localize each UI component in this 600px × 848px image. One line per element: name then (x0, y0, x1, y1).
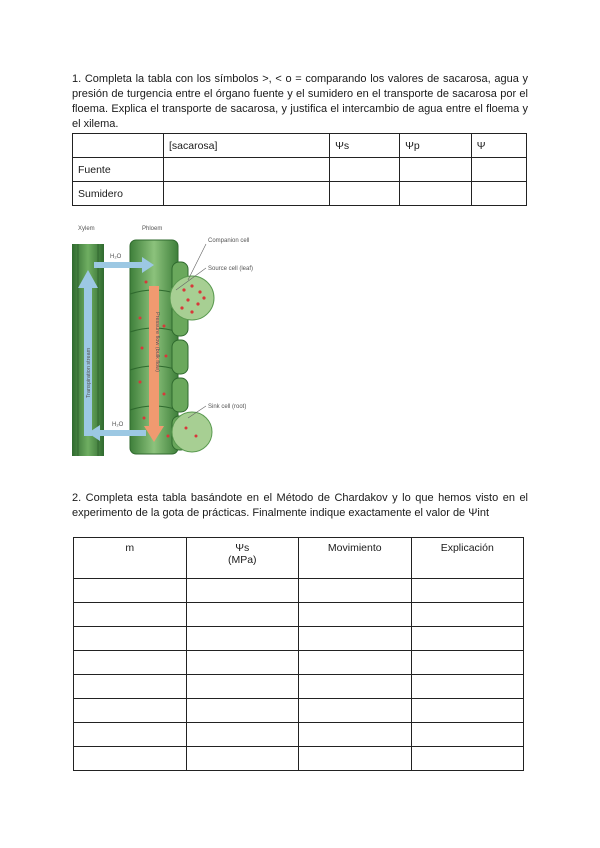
input-cell[interactable] (186, 579, 299, 603)
chardakov-table (73, 537, 524, 771)
source-cell-label: Source cell (leaf) (208, 266, 254, 272)
input-cell[interactable] (471, 182, 526, 206)
input-cell[interactable] (164, 158, 330, 182)
input-cell[interactable] (186, 723, 299, 747)
water-label-top: H₂O (110, 254, 122, 260)
header-cell-empty (73, 134, 164, 158)
input-cell[interactable] (164, 182, 330, 206)
phloem-xylem-diagram (72, 222, 262, 458)
table-row (74, 651, 524, 675)
input-cell[interactable] (74, 651, 187, 675)
phloem-label: Phloem (142, 226, 163, 232)
input-cell[interactable] (186, 627, 299, 651)
input-cell[interactable] (74, 603, 187, 627)
input-cell[interactable] (330, 158, 400, 182)
water-label-bottom: H₂O (112, 422, 124, 428)
table-row (74, 603, 524, 627)
input-cell[interactable] (411, 603, 524, 627)
sink-cell-label: Sink cell (root) (208, 404, 247, 410)
table-row (74, 723, 524, 747)
comparison-table (72, 133, 527, 206)
header-movimiento: Movimiento (299, 538, 412, 579)
input-cell[interactable] (74, 699, 187, 723)
pressure-flow-label: Pressure flow (bulk flow) (154, 312, 160, 372)
header-m: m (74, 538, 187, 579)
input-cell[interactable] (186, 699, 299, 723)
table-row (74, 579, 524, 603)
header-psi-s: Ψs (330, 134, 400, 158)
input-cell[interactable] (411, 699, 524, 723)
input-cell[interactable] (299, 579, 412, 603)
input-cell[interactable] (330, 182, 400, 206)
header-psi-s-cell (186, 538, 299, 579)
input-cell[interactable] (400, 182, 472, 206)
input-cell[interactable] (74, 627, 187, 651)
question-2-text: 2. Completa esta tabla basándote en el Método de Chardakov y lo que hemos visto en el experimento de la gota de prácticas. Finalmente indique exactamente el valor de Ψint (72, 492, 528, 519)
input-cell[interactable] (299, 675, 412, 699)
input-cell[interactable] (74, 723, 187, 747)
header-psi: Ψ (471, 134, 526, 158)
table-row (74, 627, 524, 651)
xylem-label: Xylem (78, 226, 95, 232)
input-cell[interactable] (411, 627, 524, 651)
input-cell[interactable] (411, 651, 524, 675)
header-psi-p: Ψp (400, 134, 472, 158)
table-row (73, 158, 527, 182)
table-row (74, 675, 524, 699)
sink-cell (172, 412, 212, 452)
input-cell[interactable] (400, 158, 472, 182)
input-cell[interactable] (186, 603, 299, 627)
header-mpa: (MPa) (227, 554, 257, 566)
table-row (73, 182, 527, 206)
input-cell[interactable] (186, 747, 299, 771)
chardakov-table-body (74, 579, 524, 771)
transpiration-label: Transpiration stream (86, 347, 92, 398)
input-cell[interactable] (411, 579, 524, 603)
input-cell[interactable] (299, 747, 412, 771)
input-cell[interactable] (411, 675, 524, 699)
input-cell[interactable] (299, 699, 412, 723)
input-cell[interactable] (299, 603, 412, 627)
input-cell[interactable] (74, 675, 187, 699)
input-cell[interactable] (299, 651, 412, 675)
header-sacarosa: [sacarosa] (164, 134, 330, 158)
table-header-row (73, 134, 527, 158)
table-row (74, 747, 524, 771)
input-cell[interactable] (186, 675, 299, 699)
input-cell[interactable] (74, 579, 187, 603)
row-label-sumidero: Sumidero (73, 182, 164, 206)
companion-cell-label: Companion cell (208, 238, 250, 244)
header-explicacion: Explicación (411, 538, 524, 579)
input-cell[interactable] (411, 747, 524, 771)
header-psi-s: Ψs (235, 542, 250, 554)
row-label-fuente: Fuente (73, 158, 164, 182)
input-cell[interactable] (471, 158, 526, 182)
input-cell[interactable] (186, 651, 299, 675)
table-row (74, 699, 524, 723)
input-cell[interactable] (299, 723, 412, 747)
input-cell[interactable] (299, 627, 412, 651)
table-header-row (74, 538, 524, 579)
input-cell[interactable] (74, 747, 187, 771)
input-cell[interactable] (411, 723, 524, 747)
question-1-text: 1. Completa la tabla con los símbolos >, < o = comparando los valores de sacarosa, agua y presión de turgencia entre el órgano fuente y el sumidero en el transporte de sacarosa por el floema. Explica el transporte de sacarosa, y justifica el intercambio de agua entre el floema y el xilema. (72, 73, 528, 130)
